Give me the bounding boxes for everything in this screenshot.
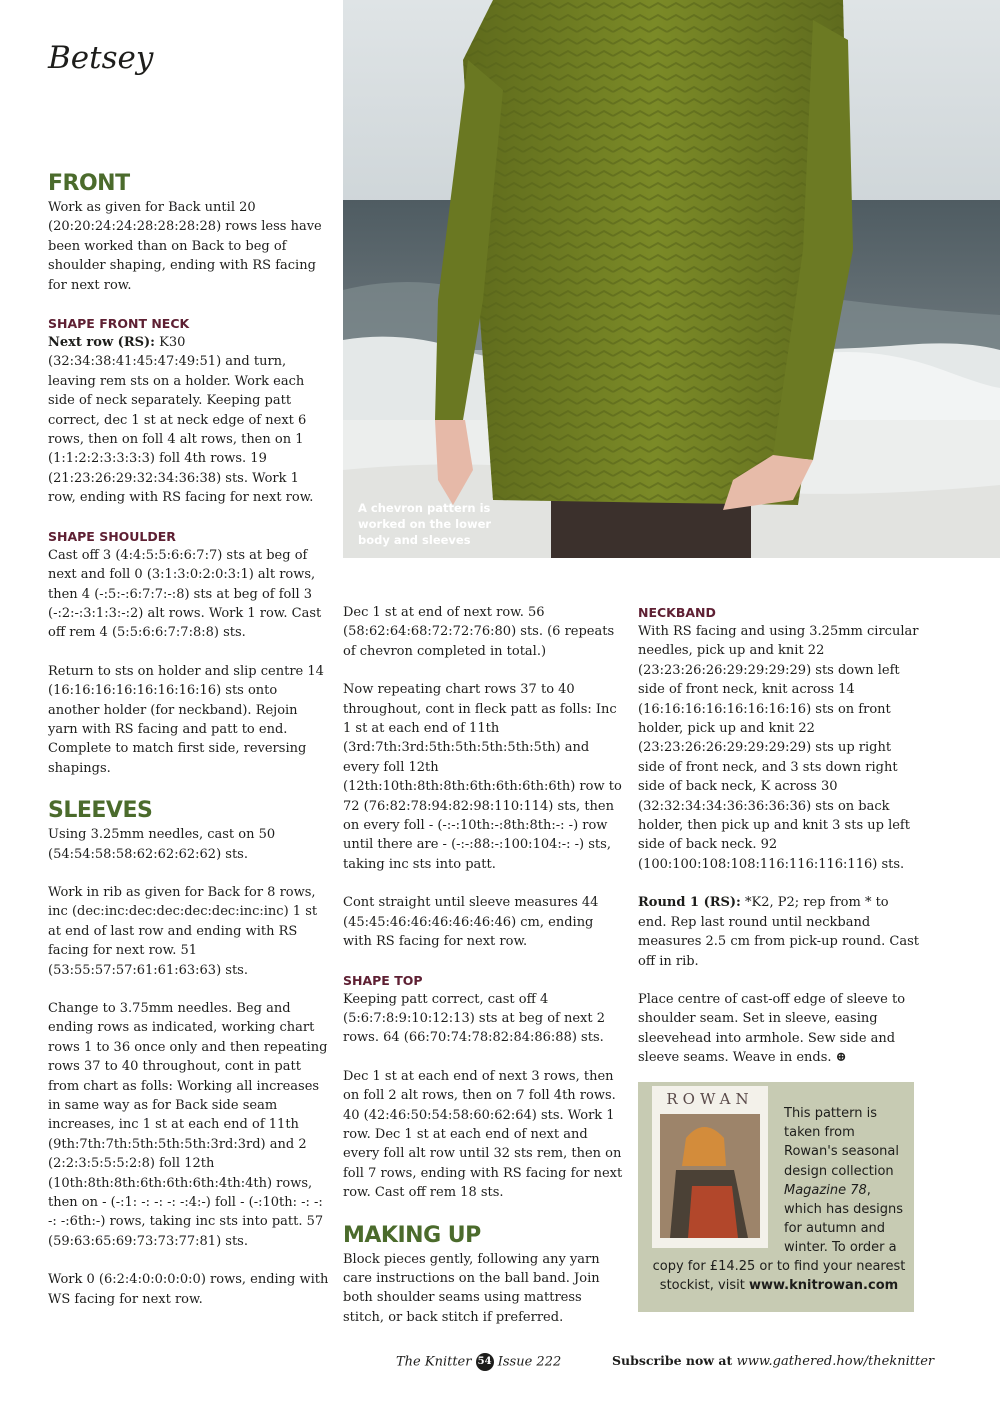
rowan-promo-box: [638, 1082, 914, 1312]
rowan-text-b: , which has designs for autumn and winter. To order a: [784, 1182, 904, 1256]
rowan-text-a: This pattern is taken from Rowan's seasonal design collection: [784, 1106, 900, 1179]
holder-paragraph: Return to sts on holder and slip centre 14 (16:16:16:16:16:16:16:16) sts onto another holder (for neckband). Rejoin yarn with RS facing and patt to end. Complete to match first side, reversing shapings.: [48, 663, 324, 776]
footer-magazine: The Knitter: [396, 1354, 472, 1370]
sweater-photo: [343, 0, 1000, 558]
rowan-link[interactable]: www.knitrowan.com: [748, 1278, 899, 1294]
round-label: Round 1 (RS):: [638, 895, 741, 911]
neckband-paragraph: With RS facing and using 3.25mm circular needles, pick up and knit 22 (23:23:26:26:29:29:29:29) sts down left side of front neck, knit across 14 (16:16:16:16:16:16:16:16) sts on front holder, pick up and knit 22 (23:23:26:26:29:29:29:29) sts up right side of front neck, and 3 sts down right side of back neck, K across 30 (32:32:34:34:36:36:36:36) sts on back holder, then pick up and knit 3 sts up left side of back neck. 92 (100:100:108:108:116:116:116:116) sts.: [638, 624, 919, 872]
footer-subscribe: Subscribe now at: [612, 1353, 737, 1368]
rowan-logo: ROWAN: [666, 1090, 754, 1108]
front-paragraph: Work as given for Back until 20 (20:20:24:24:28:28:28:28) rows less have been worked than on Back to beg of shoulder shaping, ending with RS facing for next row.: [48, 200, 322, 293]
pattern-title: Betsey: [48, 40, 154, 76]
column-3: [638, 603, 920, 1087]
finishing-text: Place centre of cast-off edge of sleeve to shoulder seam. Set in sleeve, easing sleevehead into armhole. Sew side and sleeve seams. Weave in ends.: [638, 991, 906, 1066]
page-number: 54: [476, 1353, 494, 1371]
neckband-heading: NECKBAND: [638, 605, 716, 620]
fleck-paragraph: Now repeating chart rows 37 to 40 throughout, cont in fleck patt as folls: Inc 1 st at each end of 11th (3rd:7th:3rd:5th:5th:5th:5th:5th) and every foll 12th (12th:10th:8th:8th:6th:6th:6th:6th) row to 72 (76:82:78:94:82:98:110:114) sts, then on every foll - (-:-:10th:-:8th:8th:-: -) row until there are - (-:-:88:-:100:104:-: -) sts, taking inc sts into patt.: [343, 682, 622, 872]
footer-right: [612, 1353, 934, 1369]
cont-straight-paragraph: Cont straight until sleeve measures 44 (45:45:46:46:46:46:46:46) cm, ending with RS facing for next row.: [343, 895, 599, 950]
photo-caption: A chevron pattern is worked on the lower body and sleeves: [358, 501, 492, 547]
rowan-text-c: copy for £14.25 or to find your nearest stockist, visit: [652, 1259, 906, 1294]
shape-shoulder-heading: SHAPE SHOULDER: [48, 528, 176, 544]
shape-top-heading: SHAPE TOP: [343, 972, 423, 988]
footer-left: [396, 1353, 561, 1371]
shape-shoulder-paragraph: Cast off 3 (4:4:5:5:6:6:7:7) sts at beg of next and foll 0 (3:1:3:0:2:0:3:1) alt rows, then 4 (-:5:-:6:7:7:-:8) sts at beg of foll 3 (-:2:-:3:1:3:-:2) alt rows. Work 1 row. Cast off rem 4 (5:5:6:6:7:7:8:8) sts.: [48, 547, 322, 641]
sleeves-work-rows: Work 0 (6:2:4:0:0:0:0:0) rows, ending with WS facing for next row.: [48, 1272, 329, 1307]
sleeves-chart: Change to 3.75mm needles. Beg and ending rows as indicated, working chart rows 1 to 36 once only and then repeating rows 37 to 40 throughout, cont in patt from chart as folls: Working all increases in same way as for Back side seam increases, inc 1 st at each end of 11th (9th:7th:7th:5th:5th:5th:3rd:3rd) and 2 (2:2:3:5:5:5:2:8) foll 12th (10th:8th:8th:6th:6th:6th:4th:4th) rows, then on - (-:1: -: -: -: -:4:-) foll - (-:10th: -: -: -: -:6th:-) rows, taking inc sts into patt. 57 (59:63:65:69:73:73:77:81) sts.: [48, 1001, 328, 1249]
rowan-magazine: Magazine 78: [784, 1182, 867, 1198]
making-up-heading: MAKING UP: [343, 1222, 481, 1248]
making-up-paragraph: Block pieces gently, following any yarn care instructions on the ball band. Join both shoulder seams using mattress stitch, or back stitch if preferred.: [343, 1251, 600, 1325]
dec-paragraph: Dec 1 st at end of next row. 56 (58:62:64:68:72:72:76:80) sts. (6 repeats of chevron completed in total.): [343, 605, 615, 659]
sleeves-heading: SLEEVES: [48, 798, 153, 824]
column-1: [48, 170, 330, 1328]
front-heading: FRONT: [48, 171, 130, 196]
footer-issue: Issue 222: [497, 1354, 562, 1370]
cover-model-icon: [652, 1086, 768, 1248]
magazine-cover-image: [652, 1086, 768, 1248]
shape-top-paragraph: Keeping patt correct, cast off 4 (5:6:7:8:9:10:12:13) sts at beg of next 2 rows. 64 (66:70:74:78:82:84:86:88) sts.: [343, 991, 605, 1046]
neck-text: K30 (32:34:38:41:45:47:49:51) and turn, leaving rem sts on a holder. Work each side of neck separately. Keeping patt correct, dec 1 st at neck edge of next 6 rows, then on foll 4 alt rows, then on 1 (1:1:2:2:3:3:3:3) foll 4th rows. 19 (21:23:26:29:32:34:36:38) sts. Work 1 row, ending with RS facing for next row.: [48, 335, 314, 506]
finishing-paragraph: [638, 990, 920, 1068]
next-row-label: Next row (RS):: [48, 335, 155, 351]
shape-front-neck-paragraph: [48, 333, 330, 508]
sleeves-cast-on: Using 3.25mm needles, cast on 50 (54:54:58:58:62:62:62:62) sts.: [48, 827, 276, 862]
round-text: *K2, P2; rep from * to end. Rep last round until neckband measures 2.5 cm from pick-up round. Cast off in rib.: [638, 895, 919, 969]
footer-subscribe-link[interactable]: www.gathered.how/theknitter: [736, 1354, 935, 1369]
column-2: [343, 603, 625, 1346]
rowan-text-bottom: [648, 1257, 910, 1295]
round-paragraph: [638, 893, 920, 971]
shape-front-neck-heading: SHAPE FRONT NECK: [48, 316, 190, 332]
rowan-text-top: [784, 1104, 908, 1258]
dec-top-paragraph: Dec 1 st at each end of next 3 rows, then on foll 2 alt rows, then on 7 foll 4th rows. 40 (42:46:50:54:58:60:62:64) sts. Work 1 row. Dec 1 st at each end of next and every foll alt row until 32 sts rem, then on foll 7 rows, ending with RS facing for next row. Cast off rem 18 sts.: [343, 1068, 623, 1201]
end-mark-icon: ⊕: [835, 1050, 847, 1066]
sleeves-rib: Work in rib as given for Back for 8 rows, inc (dec:inc:dec:dec:dec:dec:inc:inc) 1 st at end of last row and ending with RS facing for next row. 51 (53:55:57:57:61:61:63:63) sts.: [48, 884, 318, 978]
